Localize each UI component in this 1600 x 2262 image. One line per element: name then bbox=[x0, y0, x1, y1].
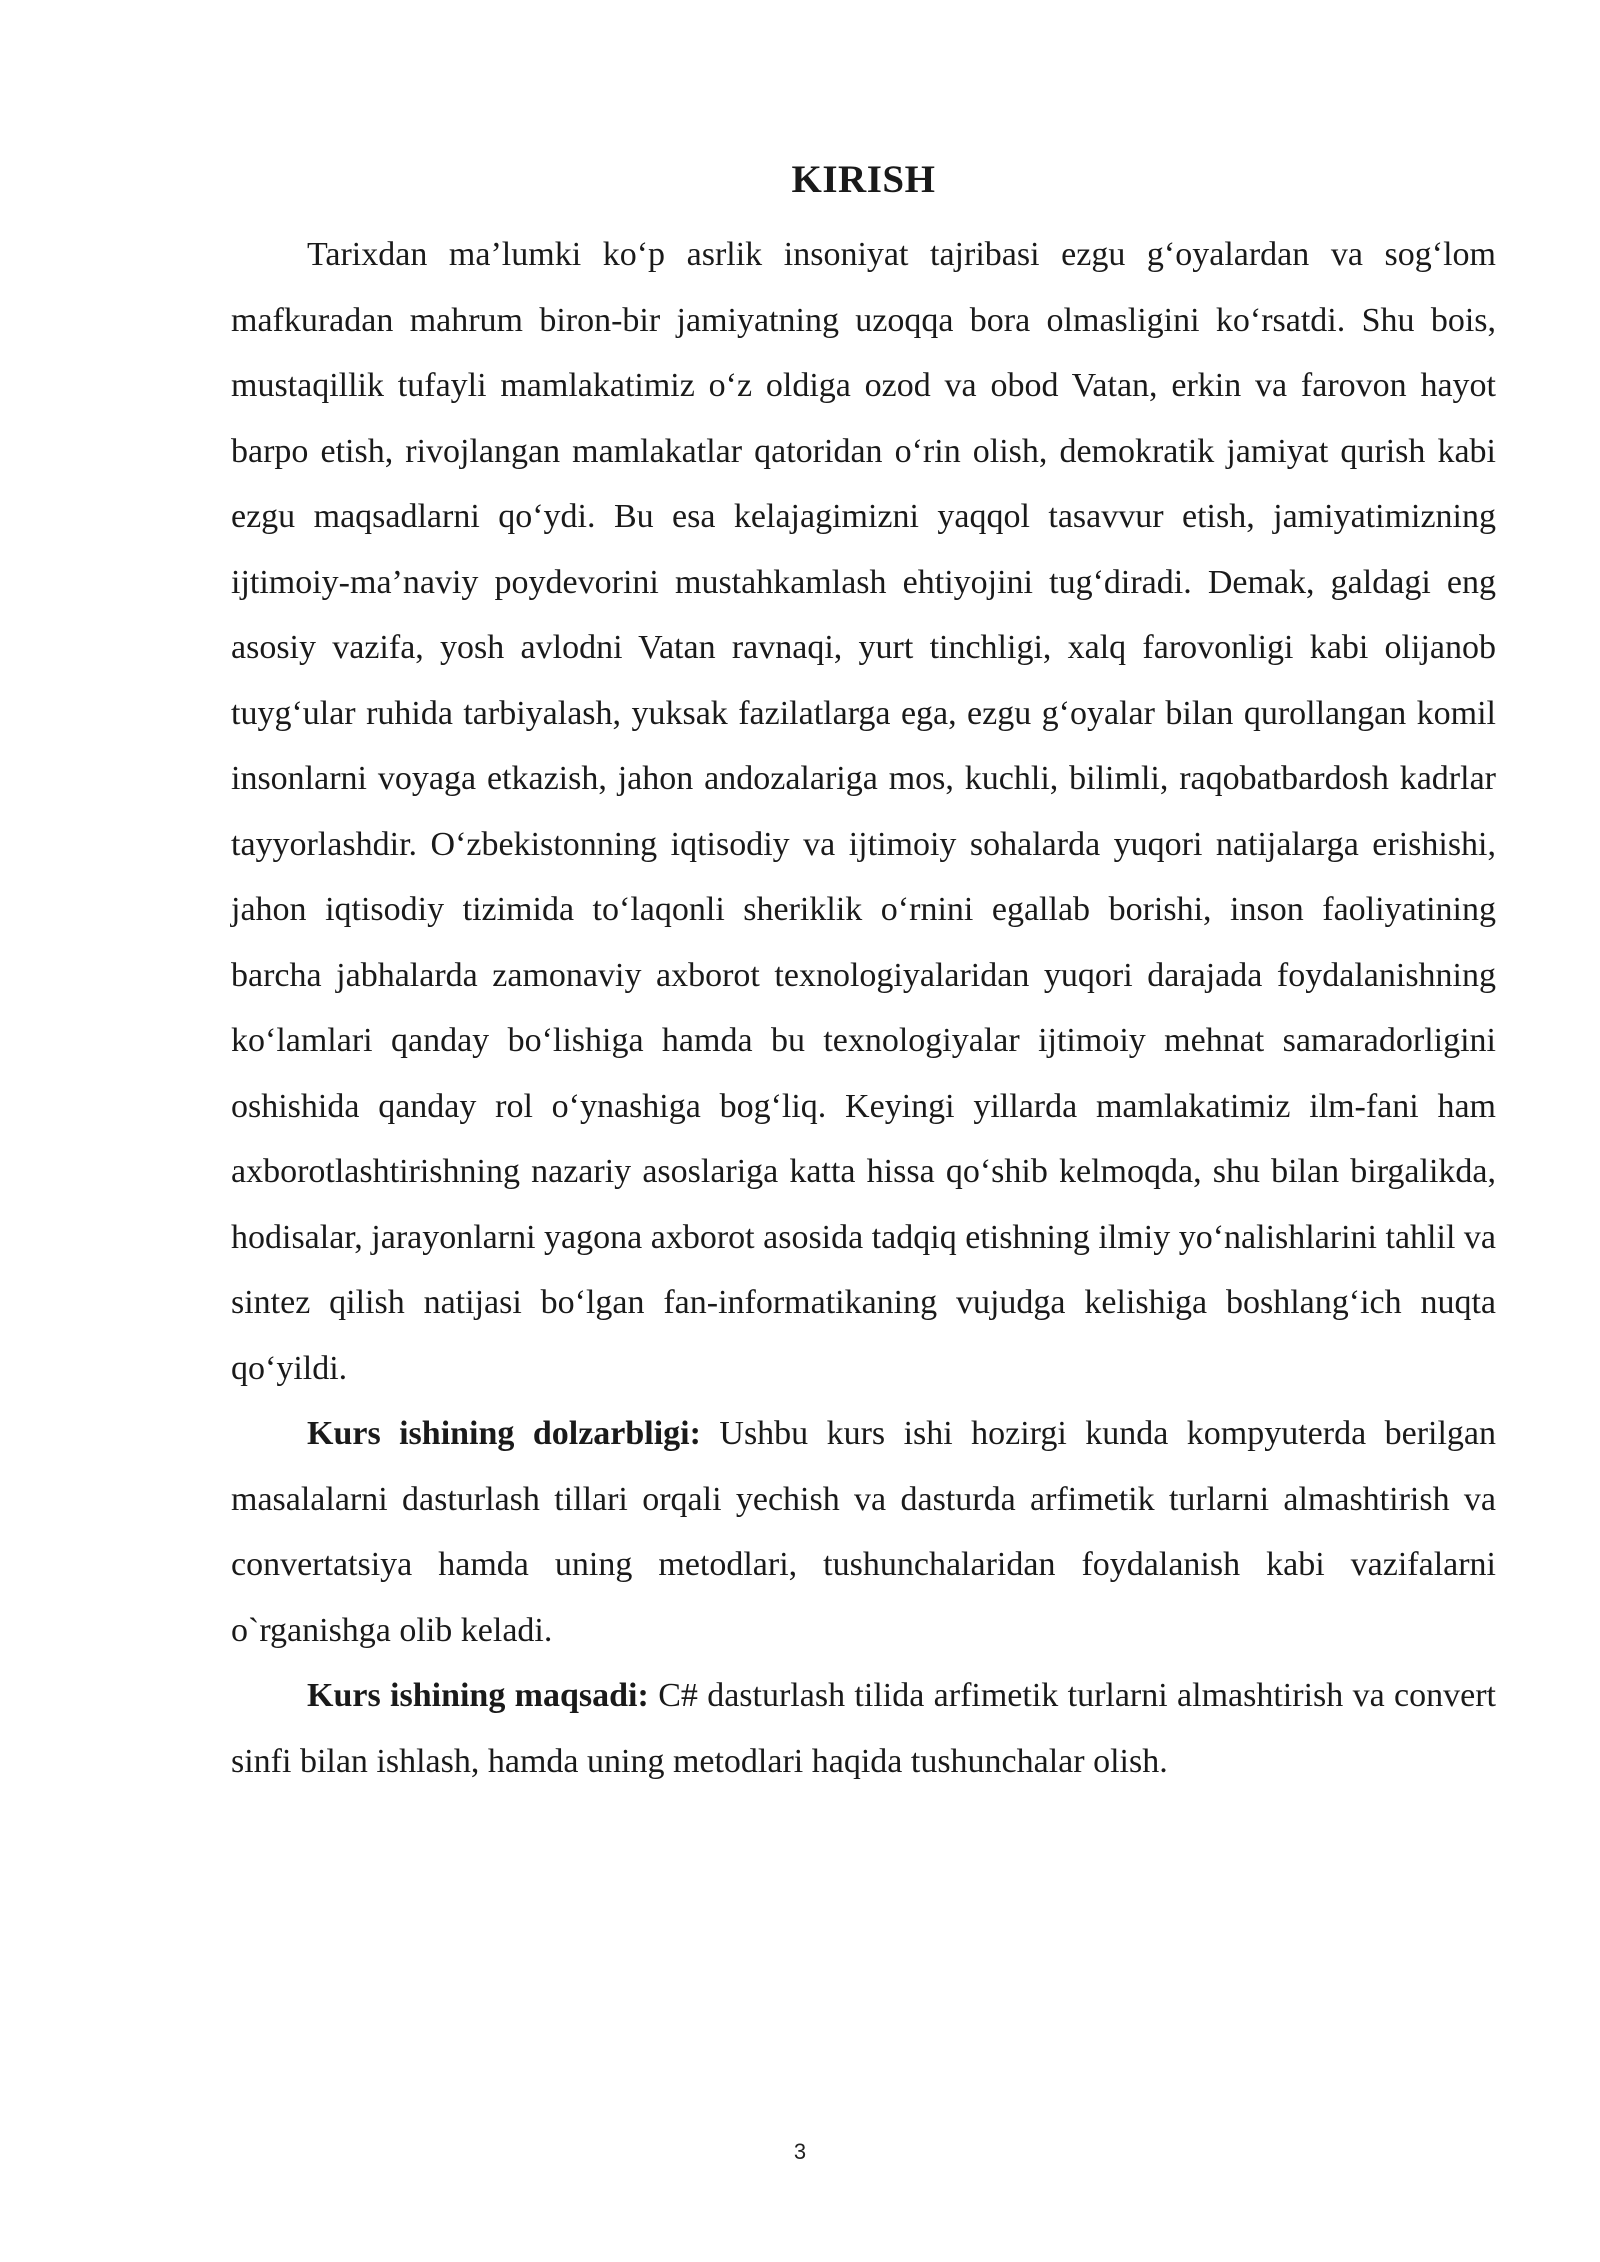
relevance-heading: Kurs ishining dolzarbligi: bbox=[307, 1415, 701, 1452]
goal-paragraph bbox=[231, 1663, 1496, 1794]
relevance-text: Ushbu kurs ishi hozirgi kunda kompyuterda berilgan masalalarni dasturlash tillari orqali yechish va dasturda arfimetik turlarni almashtirish va convertatsiya hamda uning metodlari, tushunchalaridan foydalanish kabi vazifalarni o`rganishga olib keladi. bbox=[231, 1415, 1497, 1649]
section-title: KIRISH bbox=[791, 158, 936, 201]
intro-paragraph bbox=[231, 222, 1496, 1401]
page-content bbox=[231, 150, 1496, 1794]
relevance-paragraph bbox=[231, 1401, 1496, 1663]
page-number: 3 bbox=[793, 2139, 807, 2164]
intro-paragraph-text: Tarixdan ma’lumki ko‘p asrlik insoniyat tajribasi ezgu g‘oyalardan va sog‘lom mafkuradan mahrum biron-bir jamiyatning uzoqqa bora olmasligini ko‘rsatdi. Shu bois, mustaqillik tufayli mamlakatimiz o‘z oldiga ozod va obod Vatan, erkin va farovon hayot barpo etish, rivojlangan mamlakatlar qatoridan o‘rin olish, demokratik jamiyat qurish kabi ezgu maqsadlarni qo‘ydi. Bu esa kelajagimizni yaqqol tasavvur etish, jamiyatimizning ijtimoiy-ma’naviy poydevorini mustahkamlash ehtiyojini tug‘diradi. Demak, galdagi eng asosiy vazifa, yosh avlodni Vatan ravnaqi, yurt tinchligi, xalq farovonligi kabi olijanob tuyg‘ular ruhida tarbiyalash, yuksak fazilatlarga ega, ezgu g‘oyalar bilan qurollangan komil insonlarni voyaga etkazish, jahon andozalariga mos, kuchli, bilimli, raqobatbardosh kadrlar tayyorlashdir. O‘zbekistonning iqtisodiy va ijtimoiy sohalarda yuqori natijalarga erishishi, jahon iqtisodiy tizimida to‘laqonli sheriklik o‘rnini egallab borishi, inson faoliyatining barcha jabhalarda zamonaviy axborot texnologiyalaridan yuqori darajada foydalanishning ko‘lamlari qanday bo‘lishiga hamda bu texnologiyalar ijtimoiy mehnat samaradorligini oshishida qanday rol o‘ynashiga bog‘liq. Keyingi yillarda mamlakatimiz ilm-fani ham axborotlashtirishning nazariy asoslariga katta hissa qo‘shib kelmoqda, shu bilan birgalikda, hodisalar, jarayonlarni yagona axborot asosida tadqiq etishning ilmiy yo‘nalishlarini tahlil va sintez qilish natijasi bo‘lgan fan-informatikaning vujudga kelishiga boshlang‘ich nuqta qo‘yildi. bbox=[231, 236, 1496, 1387]
goal-text: C# dasturlash tilida arfimetik turlarni almashtirish va convert sinfi bilan ishlash, hamda uning metodlari haqida tushunchalar olish. bbox=[231, 1677, 1496, 1780]
goal-heading: Kurs ishining maqsadi: bbox=[307, 1677, 649, 1714]
